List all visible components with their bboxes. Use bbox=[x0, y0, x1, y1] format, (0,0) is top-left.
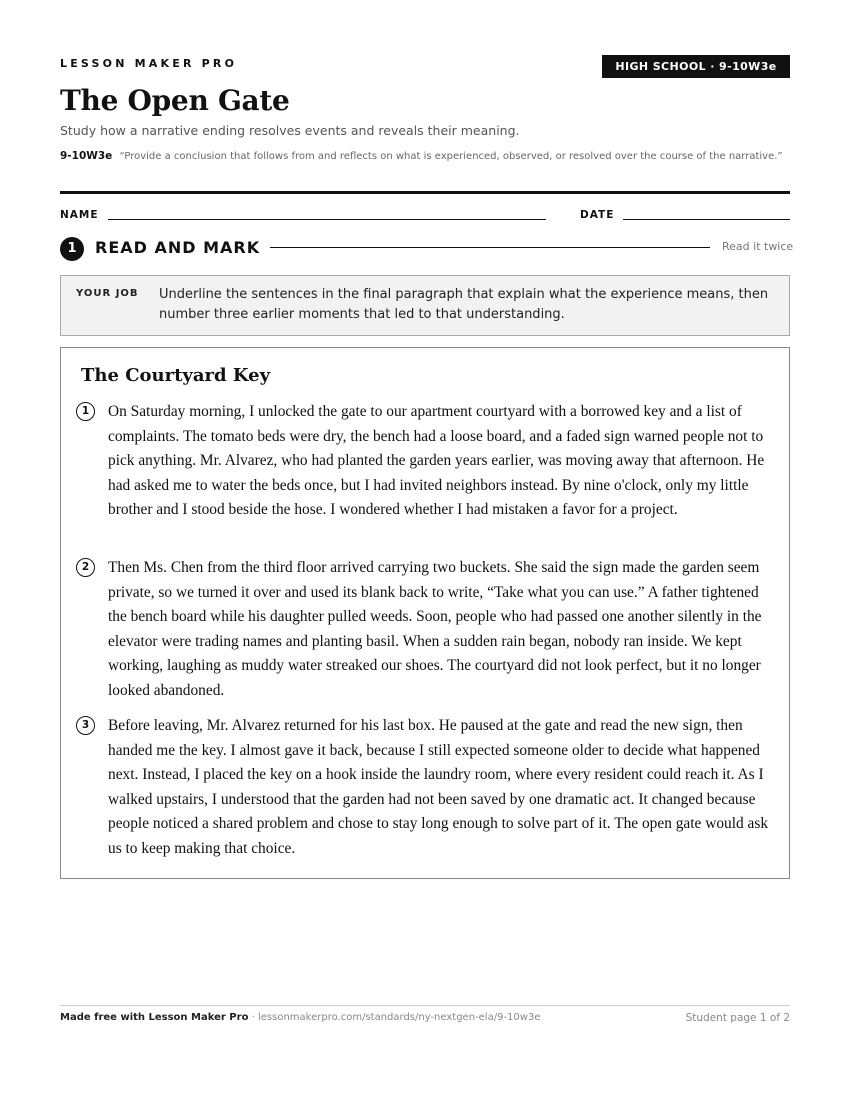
footer-credit bbox=[60, 1012, 540, 1023]
job-box bbox=[60, 275, 790, 336]
paragraph-text: On Saturday morning, I unlocked the gate to our apartment courtyard with a borrowed key and a list of complaints. The tomato beds were dry, the bench had a loose board, and a faded sign warned people not to pick anything. Mr. Alvarez, who had planted the garden years earlier, was moving away that afternoon. He had asked me to water the beds once, but I had invited neighbors instead. By nine o'clock, only my little brother and I stood beside the hose. I wondered whether I had mistaken a favor for a project. bbox=[108, 403, 765, 518]
level-badge: HIGH SCHOOL · 9-10W3e bbox=[602, 55, 790, 78]
standard-code: 9-10W3e bbox=[60, 150, 113, 162]
standard-text: “Provide a conclusion that follows from and reflects on what is experienced, observed, or resolved over the course of the narrative.” bbox=[119, 151, 783, 162]
date-label: DATE bbox=[580, 209, 615, 221]
date-field[interactable] bbox=[623, 219, 790, 220]
section-title: READ AND MARK bbox=[95, 238, 261, 257]
brand-name: LESSON MAKER PRO bbox=[60, 57, 238, 70]
name-label: NAME bbox=[60, 209, 99, 221]
footer-divider bbox=[60, 1005, 790, 1006]
story-box bbox=[60, 347, 790, 879]
header-divider bbox=[60, 191, 790, 194]
section-number: 1 bbox=[60, 237, 84, 261]
standard-reference bbox=[60, 148, 790, 165]
paragraph-text: Then Ms. Chen from the third floor arrived carrying two buckets. She said the sign made the garden seem private, so we turned it over and used its blank back to write, “Take what you can use.” A father tightened the bench board while his daughter pulled weeds. Soon, people who had passed one another silently in the elevator were trading names and planting basil. When a sudden rain began, nobody ran inside. We kept working, laughing as muddy water streaked our shoes. The courtyard did not look perfect, but it no longer looked abandoned. bbox=[108, 559, 762, 699]
footer-url[interactable]: · lessonmakerpro.com/standards/ny-nextgen-ela/9-10w3e bbox=[248, 1012, 541, 1023]
paragraph-number-badge: 3 bbox=[76, 716, 95, 735]
section-divider bbox=[270, 247, 710, 248]
job-label: YOUR JOB bbox=[76, 288, 139, 299]
footer-page-number: Student page 1 of 2 bbox=[685, 1012, 790, 1024]
footer-made-with: Made free with Lesson Maker Pro bbox=[60, 1012, 249, 1023]
name-field[interactable] bbox=[108, 219, 546, 220]
job-instructions: Underline the sentences in the final paragraph that explain what the experience means, then number three earlier moments that led to that understanding. bbox=[159, 287, 769, 322]
paragraph-number-badge: 2 bbox=[76, 558, 95, 577]
page-subtitle: Study how a narrative ending resolves events and reveals their meaning. bbox=[60, 123, 520, 138]
paragraph-number-badge: 1 bbox=[76, 402, 95, 421]
section-note: Read it twice bbox=[722, 240, 794, 253]
story-title: The Courtyard Key bbox=[81, 365, 271, 386]
page-title: The Open Gate bbox=[60, 84, 290, 117]
paragraph-text: Before leaving, Mr. Alvarez returned for his last box. He paused at the gate and read the new sign, then handed me the key. I almost gave it back, because I still expected someone older to decide what happened next. Instead, I placed the key on a hook inside the laundry room, where every resident could reach it. As I walked upstairs, I understood that the garden had not been saved by one dramatic act. It changed because people noticed a shared problem and chose to stay long enough to solve part of it. The open gate would ask us to keep making that choice. bbox=[108, 717, 769, 857]
